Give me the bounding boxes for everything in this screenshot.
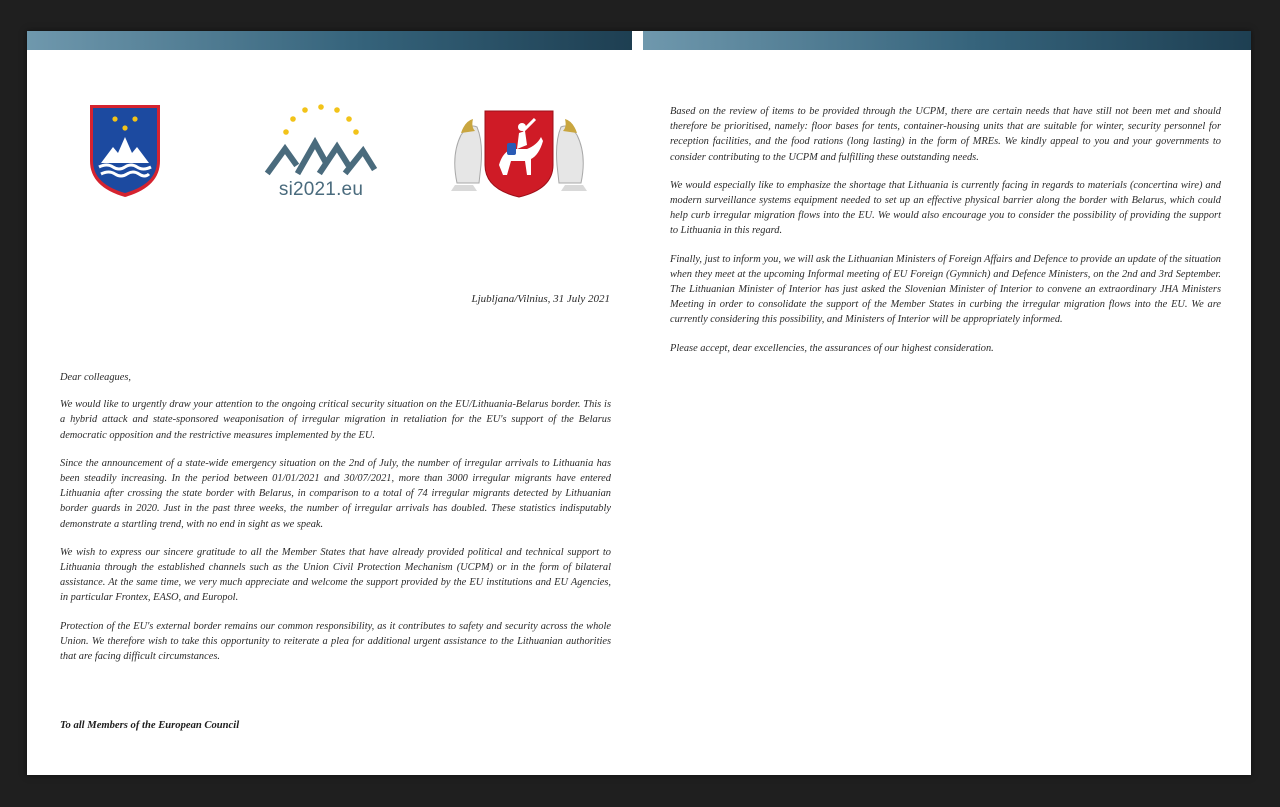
paragraph-gratitude: We wish to express our sincere gratitude to all the Member States that have already provided political and technical support to Lithuania through the established channels such as the Union Civil Protection Mechanism (UCPM) or in the form of bilateral assistance. At the same time, we very much appreciate and welcome the support provided by the EU institutions and EU Agencies, in particular Frontex, EASO, and Europol. bbox=[60, 546, 611, 604]
header-band-right bbox=[643, 31, 1251, 50]
header-band-left bbox=[27, 31, 632, 50]
presidency-emblem-icon bbox=[263, 101, 379, 177]
si2021-presidency-logo bbox=[263, 101, 379, 201]
paragraph-common-responsibility: Protection of the EU's external border remains our common responsibility, as it contributes to safety and security across the whole Union. We therefore wish to take this opportunity to reiterate a plea for additional urgent assistance to the Lithuanian authorities that are facing difficult circumstances. bbox=[60, 620, 611, 663]
presidency-url: si2021.eu bbox=[278, 179, 364, 200]
page-gap bbox=[632, 31, 643, 50]
letter-page bbox=[27, 31, 1251, 775]
greeting: Dear colleagues, bbox=[60, 372, 131, 383]
addressee: To all Members of the European Council bbox=[60, 720, 240, 731]
slovenia-coat-of-arms-icon bbox=[87, 101, 163, 199]
paragraph-arrivals-statistics: Since the announcement of a state-wide emergency situation on the 2nd of July, the number of irregular arrivals to Lithuania has been steadily increasing. In the period between 01/01/2021 and 30/07/2021, more than 3000 irregular migrants have entered Lithuania after crossing the state border with Belarus, in comparison to a total of 74 irregular migrants detected by Lithuanian border guards in 2020. Just in the past three weeks, the number of irregular arrivals has doubled. These statistics indisputably demonstrate a startling trend, with no end in sight as we speak. bbox=[60, 457, 611, 530]
paragraph-ucpm-needs: Based on the review of items to be provided through the UCPM, there are certain needs that have still not been met and should therefore be prioritised, namely: floor bases for tents, container-housing units that are suitable for winter, security personnel for reception facilities, and the food rations (long lasting) in the form of MREs. We kindly appeal to you and your governments to consider contributing to the UCPM and fulfilling these outstanding needs. bbox=[670, 106, 1221, 163]
letter-left-column bbox=[60, 370, 611, 677]
dateline: Ljubljana/Vilnius, 31 July 2021 bbox=[471, 293, 610, 305]
paragraph-ministers-meeting: Finally, just to inform you, we will ask the Lithuanian Ministers of Foreign Affairs and Defence to provide an update of the situation when they meet at the upcoming Informal meeting of EU Foreign (Gymnich) and Defence Ministers, on the 2nd and 3rd September. The Lithuanian Minister of Interior has just asked the Slovenian Minister of Interior to convene an extraordinary JHA Ministers Meeting in order to consolidate the support of the Member States in curbing the irregular migration flows into the EU. We are currently considering this possibility, and Ministers of Interior will be appropriately informed. bbox=[670, 253, 1221, 326]
paragraph-barrier-shortage: We would especially like to emphasize the shortage that Lithuania is currently facing in regards to materials (concertina wire) and modern surveillance systems equipment needed to set up an effective physical barrier along the border with Belarus, which could help curb irregular migration flows into the EU. We would also encourage you to consider the possibility of providing the support to Lithuania in this regard. bbox=[670, 179, 1221, 237]
letter-right-column bbox=[670, 104, 1221, 369]
lithuania-coat-of-arms-icon bbox=[447, 105, 591, 199]
paragraph-urgent-situation: We would like to urgently draw your attention to the ongoing critical security situation on the EU/Lithuania-Belarus border. This is a hybrid attack and state-sponsored weaponisation of irregular migration in retaliation for the EU's support of the Belarus democratic opposition and the restrictive measures implemented by the EU. bbox=[60, 399, 611, 441]
paragraph-closing: Please accept, dear excellencies, the assurances of our highest consideration. bbox=[670, 342, 994, 354]
